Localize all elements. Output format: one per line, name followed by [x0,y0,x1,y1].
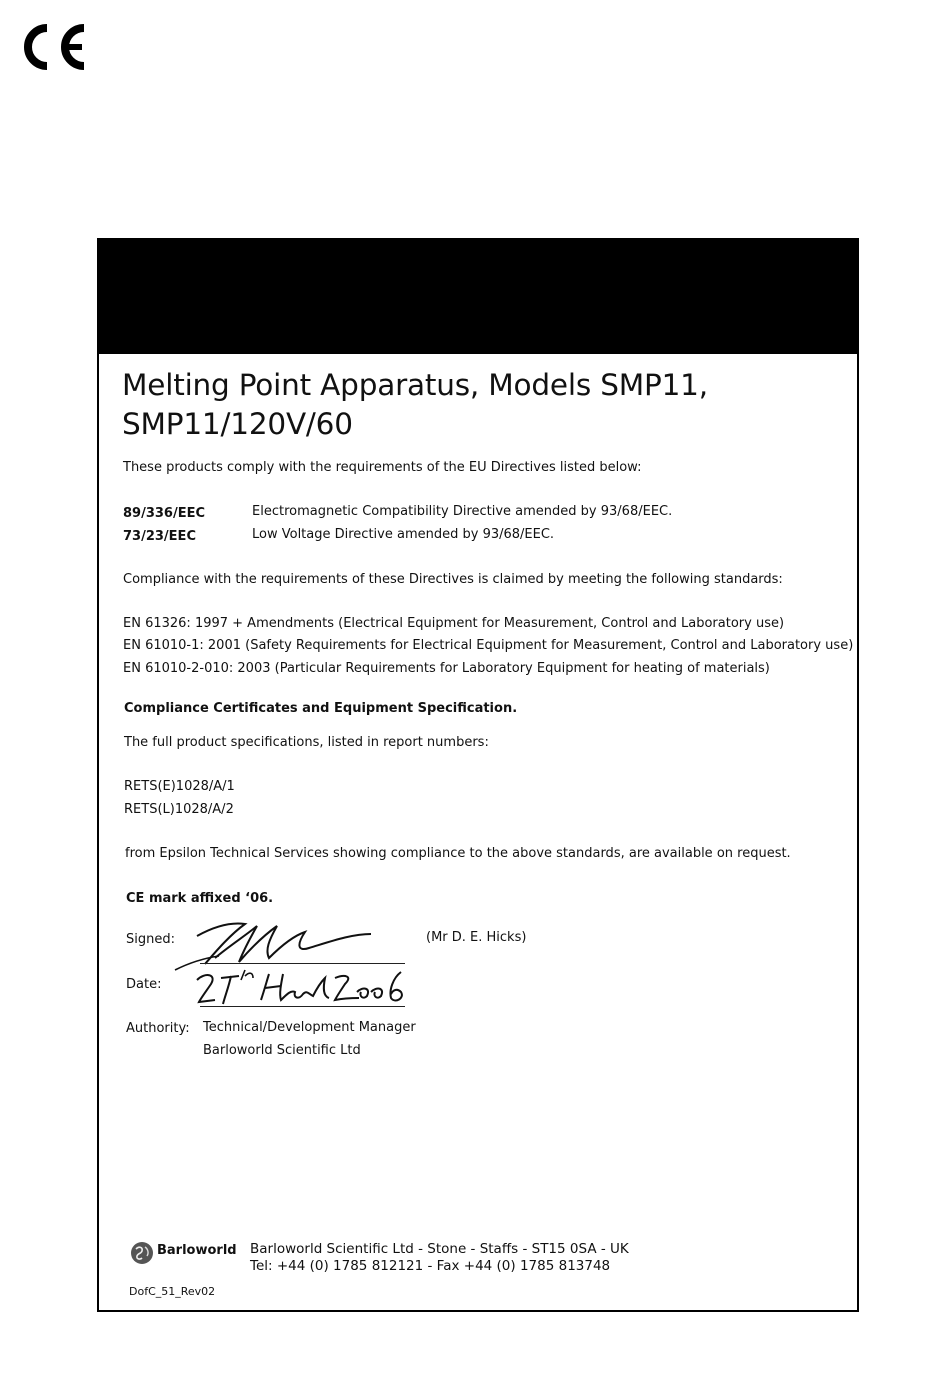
directive-description: Electromagnetic Compatibility Directive amended by 93/68/EEC. [252,504,673,519]
signer-name: (Mr D. E. Hicks) [426,930,527,945]
directive-description: Low Voltage Directive amended by 93/68/EEC. [252,527,555,542]
directive-code: 89/336/EEC [123,506,206,521]
authority-company: Barloworld Scientific Ltd [203,1043,361,1058]
report-number: RETS(E)1028/A/1 [124,779,235,794]
standard-item: EN 61326: 1997 + Amendments (Electrical Equipment for Measurement, Control and Laboratory use) [123,616,785,631]
brand-name: Barloworld [157,1243,237,1258]
authority-label: Authority: [126,1021,190,1036]
availability-text: from Epsilon Technical Services showing compliance to the above standards, are available on request. [125,846,791,861]
compliance-intro: Compliance with the requirements of these Directives is claimed by meeting the following standards: [123,572,783,587]
doc-reference: DofC_51_Rev02 [129,1285,216,1298]
signed-label: Signed: [126,932,175,947]
standard-item: EN 61010-2-010: 2003 (Particular Requirements for Laboratory Equipment for heating of materials) [123,661,770,676]
ce-affixed-text: CE mark affixed ‘06. [126,891,274,906]
authority-title: Technical/Development Manager [203,1020,416,1035]
date-line [200,1006,405,1007]
report-number: RETS(L)1028/A/2 [124,802,234,817]
barloworld-globe-icon [130,1241,154,1265]
certificates-heading: Compliance Certificates and Equipment Specification. [124,701,518,716]
standard-item: EN 61010-1: 2001 (Safety Requirements for Electrical Equipment for Measurement, Control and Laboratory use) [123,638,854,653]
signature-line [200,963,405,964]
footer-contact: Tel: +44 (0) 1785 812121 - Fax +44 (0) 1785 813748 [250,1258,611,1274]
handwritten-date [195,968,435,1008]
intro-text: These products comply with the requirements of the EU Directives listed below: [123,460,642,475]
footer-address: Barloworld Scientific Ltd - Stone - Staffs - ST15 0SA - UK [250,1241,629,1257]
directive-code: 73/23/EEC [123,529,196,544]
ce-mark-icon [16,22,88,72]
header-band [99,240,857,354]
date-label: Date: [126,977,162,992]
page-title: Melting Point Apparatus, Models SMP11, SMP11/120V/60 [122,368,708,441]
specs-intro: The full product specifications, listed in report numbers: [124,735,489,750]
declaration-frame [97,238,859,1312]
